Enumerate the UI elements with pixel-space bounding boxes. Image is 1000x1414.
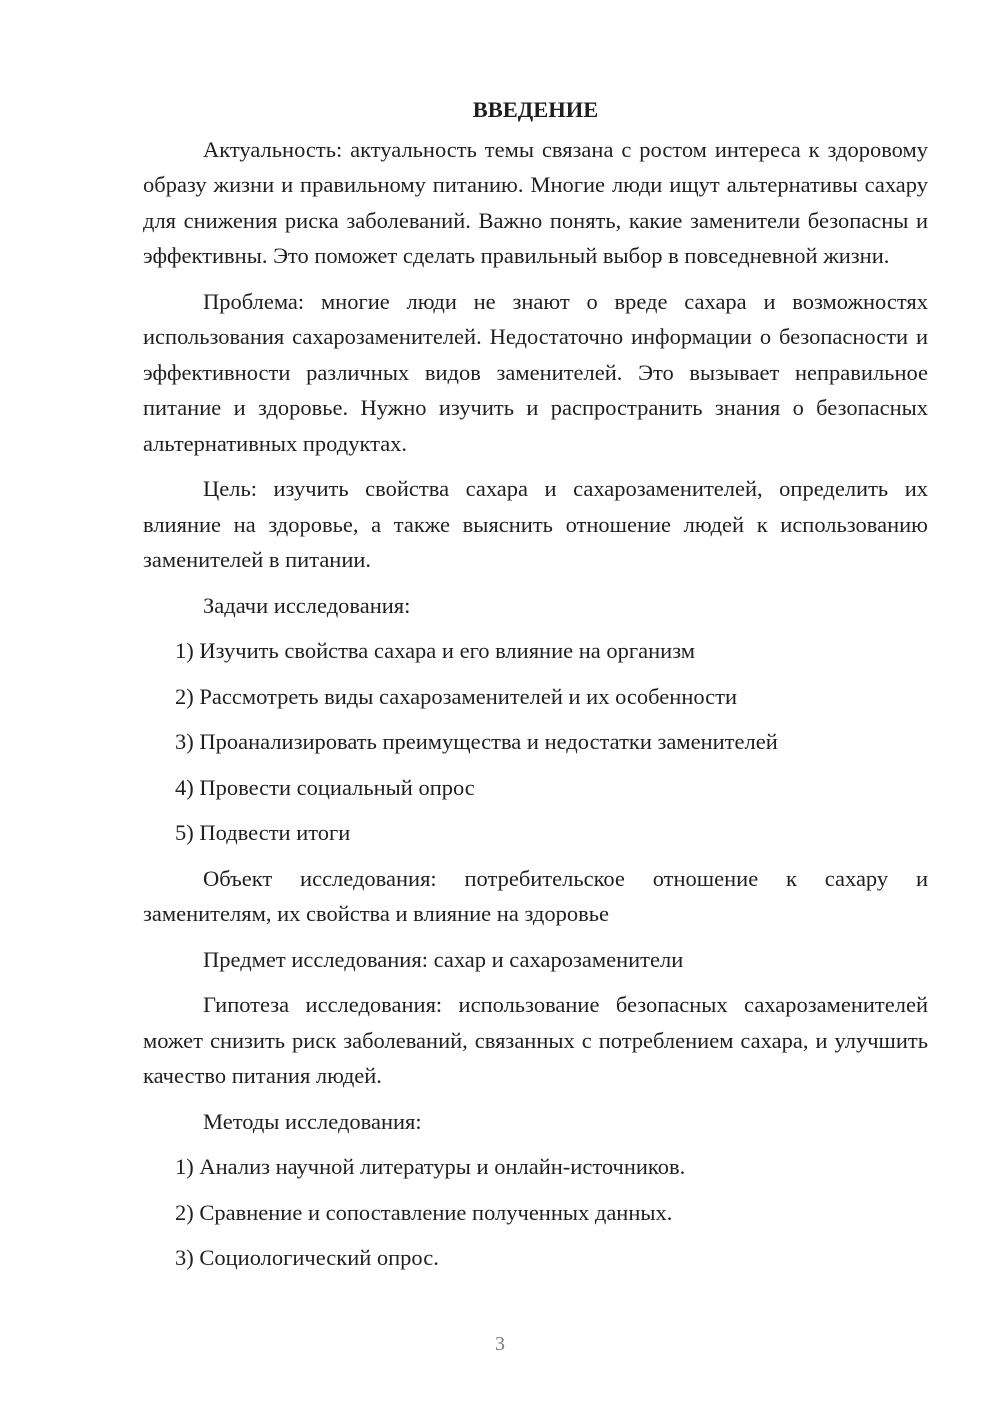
subject-paragraph: Предмет исследования: сахар и сахарозаменители: [203, 946, 684, 972]
tasks-title: Задачи исследования:: [203, 592, 411, 618]
list-item: 1) Анализ научной литературы и онлайн-источников.: [175, 1154, 686, 1179]
list-item: 1) Изучить свойства сахара и его влияние на организм: [175, 638, 696, 663]
hypothesis-paragraph: Гипотеза исследования: использование безопасных сахарозаменителей может снизить риск заболеваний, связанных с потреблением сахара, и улучшить качество питания людей.: [143, 992, 928, 1088]
problem-paragraph: Проблема: многие люди не знают о вреде сахара и возможностях использования сахарозаменителей. Недостаточно информации о безопасности и эффективности различных видов заменителей. Это вызывает неправильное питание и здоровье. Нужно изучить и распространить знания о безопасных альтернативных продуктах.: [143, 288, 928, 456]
object-paragraph: Объект исследования: потребительское отношение к сахару и заменителям, их свойства и влияние на здоровье: [143, 865, 928, 926]
relevance-paragraph: Актуальность: актуальность темы связана с ростом интереса к здоровому образу жизни и правильному питанию. Многие люди ищут альтернативы сахару для снижения риска заболеваний. Важно понять, какие заменители безопасны и эффективны. Это поможет сделать правильный выбор в повседневной жизни.: [143, 136, 928, 268]
methods-list: [143, 1149, 928, 1276]
list-item: 2) Рассмотреть виды сахарозаменителей и их особенности: [175, 683, 738, 709]
list-item: 5) Подвести итоги: [175, 820, 351, 845]
list-item: 3) Социологический опрос.: [175, 1245, 439, 1270]
goal-paragraph: Цель: изучить свойства сахара и сахарозаменителей, определить их влияние на здоровье, а также выяснить отношение людей к использованию заменителей в питании.: [143, 476, 928, 572]
page-number: 3: [495, 1333, 505, 1355]
tasks-list: [143, 633, 928, 851]
list-item: 4) Провести социальный опрос: [175, 774, 475, 800]
list-item: 2) Сравнение и сопоставление полученных данных.: [175, 1199, 673, 1225]
page-title: ВВЕДЕНИЕ: [472, 97, 599, 122]
methods-title: Методы исследования:: [203, 1108, 422, 1134]
list-item: 3) Проанализировать преимущества и недостатки заменителей: [175, 729, 778, 754]
document-page: [143, 92, 928, 1286]
